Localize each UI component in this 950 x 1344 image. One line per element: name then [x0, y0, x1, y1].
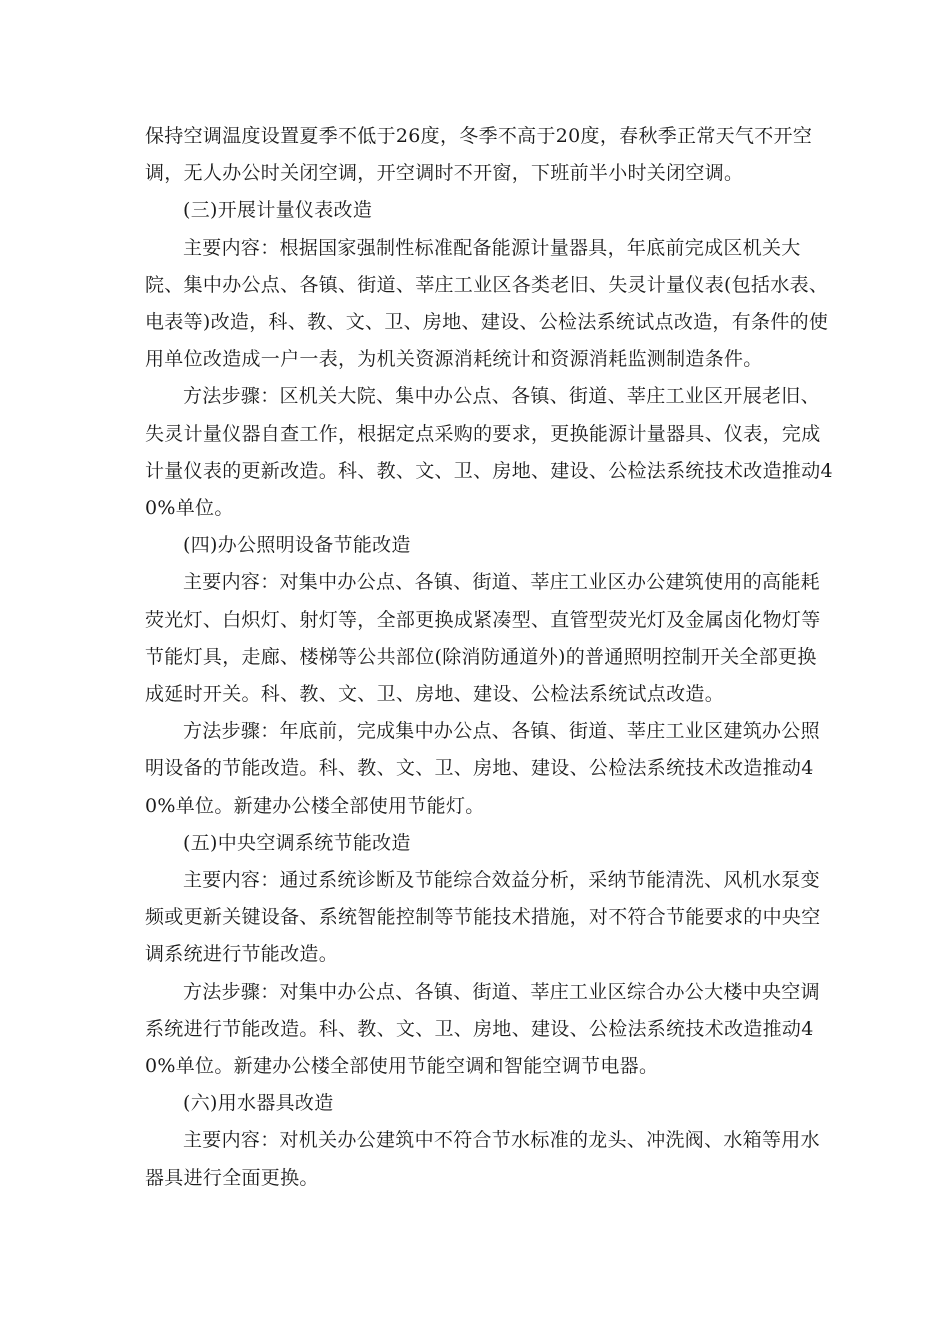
paragraph-hvac-content: 主要内容：通过系统诊断及节能综合效益分析，采纳节能清洗、风机水泵变频或更新关键设备、系统智能控制等节能技术措施，对不符合节能要求的中央空调系统进行节能改造。 — [145, 869, 821, 966]
document-body — [145, 118, 835, 1197]
section-heading-5: (五)中央空调系统节能改造 — [183, 831, 411, 854]
paragraph-meter-steps: 方法步骤：区机关大院、集中办公点、各镇、街道、莘庄工业区开展老旧、失灵计量仪器自查工作，根据定点采购的要求，更换能源计量器具、仪表，完成计量仪表的更新改造。科、教、文、卫、房地、建设、公检法系统技术改造推动40%单位。 — [145, 385, 833, 520]
paragraph-lighting-content: 主要内容：对集中办公点、各镇、街道、莘庄工业区办公建筑使用的高能耗荧光灯、白炽灯、射灯等，全部更换成紧凑型、直管型荧光灯及金属卤化物灯等节能灯具，走廊、楼梯等公共部位(除消防通道外)的普通照明控制开关全部更换成延时开关。科、教、文、卫、房地、建设、公检法系统试点改造。 — [145, 571, 821, 706]
paragraph-hvac-steps: 方法步骤：对集中办公点、各镇、街道、莘庄工业区综合办公大楼中央空调系统进行节能改造。科、教、文、卫、房地、建设、公检法系统技术改造推动40%单位。新建办公楼全部使用节能空调和智能空调节电器。 — [145, 980, 820, 1078]
section-heading-4: (四)办公照明设备节能改造 — [183, 534, 411, 557]
paragraph-meter-content: 主要内容：根据国家强制性标准配备能源计量器具，年底前完成区机关大院、集中办公点、各镇、街道、莘庄工业区各类老旧、失灵计量仪表(包括水表、电表等)改造，科、教、文、卫、房地、建设、公检法系统试点改造，有条件的使用单位改造成一户一表，为机关资源消耗统计和资源消耗监测制造条件。 — [145, 236, 829, 371]
paragraph-water-content: 主要内容：对机关办公建筑中不符合节水标准的龙头、冲洗阀、水箱等用水器具进行全面更换。 — [145, 1129, 820, 1189]
paragraph-lighting-steps: 方法步骤：年底前，完成集中办公点、各镇、街道、莘庄工业区建筑办公照明设备的节能改造。科、教、文、卫、房地、建设、公检法系统技术改造推动40%单位。新建办公楼全部使用节能灯。 — [145, 720, 820, 817]
section-heading-6: (六)用水器具改造 — [183, 1092, 334, 1115]
section-heading-3: (三)开展计量仪表改造 — [183, 199, 373, 222]
paragraph-ac-temperature: 保持空调温度设置夏季不低于26度，冬季不高于20度，春秋季正常天气不开空调，无人办公时关闭空调，开空调时不开窗，下班前半小时关闭空调。 — [145, 125, 813, 185]
